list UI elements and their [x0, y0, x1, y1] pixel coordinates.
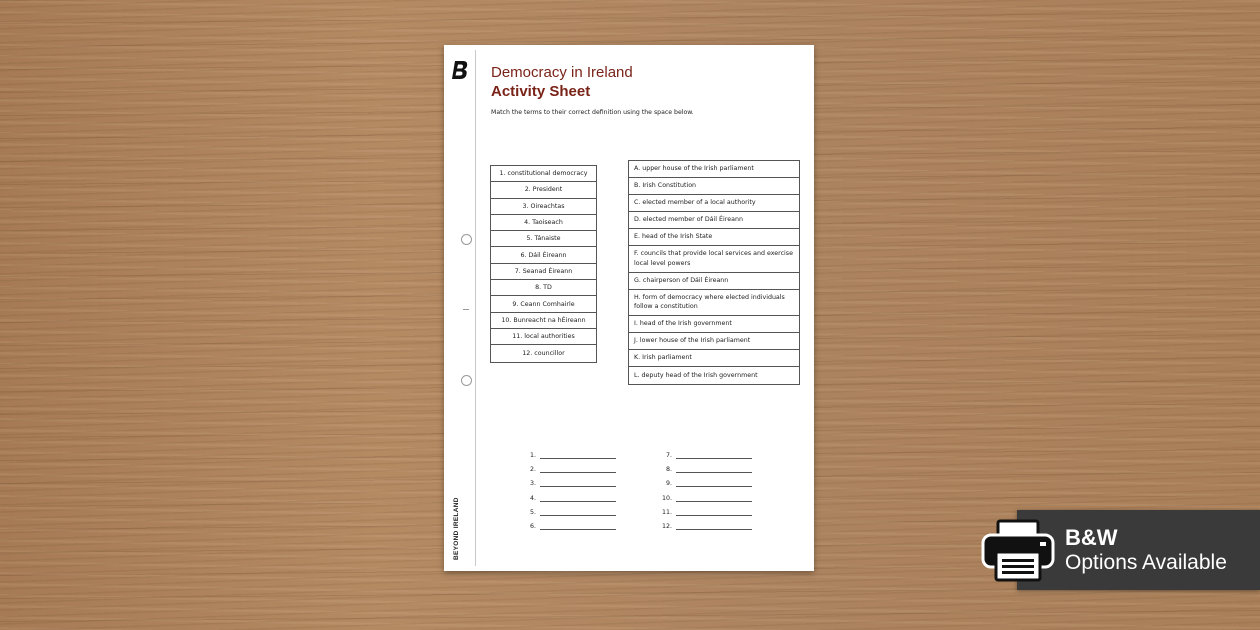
answer-row — [658, 448, 752, 462]
answer-line[interactable] — [540, 515, 616, 516]
terms-table — [490, 165, 597, 363]
answer-line[interactable] — [676, 501, 752, 502]
answer-number: 3. — [529, 480, 536, 488]
margin-tick — [463, 309, 469, 310]
banner-title: B&W — [1065, 525, 1118, 550]
answer-line[interactable] — [540, 458, 616, 459]
answer-column-left — [522, 448, 616, 534]
term-cell: 11. local authorities — [491, 329, 596, 345]
definition-cell: I. head of the Irish government — [629, 316, 799, 333]
answer-row — [658, 462, 752, 476]
term-cell: 12. councillor — [522, 349, 565, 357]
margin-line — [475, 50, 476, 566]
term-cell: 5. Tánaiste — [491, 231, 596, 247]
answer-line[interactable] — [540, 486, 616, 487]
answer-number: 2. — [529, 465, 536, 473]
term-cell: 3. Oireachtas — [491, 199, 596, 215]
answer-row — [522, 491, 616, 505]
answer-line[interactable] — [540, 529, 616, 530]
answer-number: 11. — [661, 508, 672, 516]
answer-number: 12. — [661, 523, 672, 531]
definition-cell: L. deputy head of the Irish government — [634, 371, 758, 379]
beyond-logo-icon — [452, 59, 470, 81]
definition-cell: G. chairperson of Dáil Éireann — [629, 273, 799, 290]
answer-row — [658, 505, 752, 519]
answer-line[interactable] — [676, 472, 752, 473]
definition-cell: J. lower house of the Irish parliament — [629, 333, 799, 350]
answer-line[interactable] — [676, 515, 752, 516]
definition-cell: K. Irish parliament — [629, 350, 799, 367]
answer-column-right — [658, 448, 752, 534]
answer-row — [522, 448, 616, 462]
instructions: Match the terms to their correct definition using the space below. — [491, 109, 694, 116]
definition-cell: F. councils that provide local services and exercise local level powers — [629, 246, 799, 273]
answer-row — [522, 505, 616, 519]
definition-cell: A. upper house of the Irish parliament — [629, 161, 799, 178]
activity-sheet — [444, 45, 814, 571]
printer-icon — [980, 518, 1056, 584]
brand-vertical-text: BEYOND IRELAND — [453, 497, 460, 560]
term-cell: 7. Seanad Éireann — [491, 264, 596, 280]
definitions-table — [628, 160, 800, 385]
answer-number: 7. — [665, 451, 672, 459]
answer-row — [522, 477, 616, 491]
term-cell: 9. Ceann Comhairle — [491, 296, 596, 312]
definition-cell: B. Irish Constitution — [629, 178, 799, 195]
answer-row — [522, 519, 616, 533]
definition-cell: H. form of democracy where elected individuals follow a constitution — [629, 290, 799, 317]
bw-options-banner[interactable] — [1017, 510, 1260, 590]
answer-row — [522, 462, 616, 476]
definition-cell: C. elected member of a local authority — [629, 195, 799, 212]
answer-number: 10. — [661, 494, 672, 502]
punch-hole-bottom — [461, 375, 472, 386]
answer-line[interactable] — [676, 529, 752, 530]
answer-number: 6. — [529, 523, 536, 531]
answer-number: 5. — [529, 508, 536, 516]
answer-number: 8. — [665, 465, 672, 473]
answer-number: 4. — [529, 494, 536, 502]
term-cell: 10. Bunreacht na hÉireann — [491, 313, 596, 329]
term-cell: 4. Taoiseach — [491, 215, 596, 231]
term-cell: 2. President — [491, 182, 596, 198]
page-title: Democracy in Ireland — [491, 64, 633, 81]
banner-subtitle: Options Available — [1065, 551, 1227, 574]
answer-line[interactable] — [676, 486, 752, 487]
term-cell: 1. constitutional democracy — [491, 166, 596, 182]
answer-row — [658, 477, 752, 491]
answer-row — [658, 519, 752, 533]
definition-cell: D. elected member of Dáil Éireann — [629, 212, 799, 229]
term-cell: 8. TD — [491, 280, 596, 296]
definition-cell: E. head of the Irish State — [629, 229, 799, 246]
term-cell: 6. Dáil Éireann — [491, 247, 596, 263]
answer-line[interactable] — [540, 501, 616, 502]
answer-row — [658, 491, 752, 505]
answer-line[interactable] — [676, 458, 752, 459]
answer-number: 9. — [665, 480, 672, 488]
page-subtitle: Activity Sheet — [491, 83, 591, 100]
answer-number: 1. — [529, 451, 536, 459]
answer-line[interactable] — [540, 472, 616, 473]
punch-hole-top — [461, 234, 472, 245]
